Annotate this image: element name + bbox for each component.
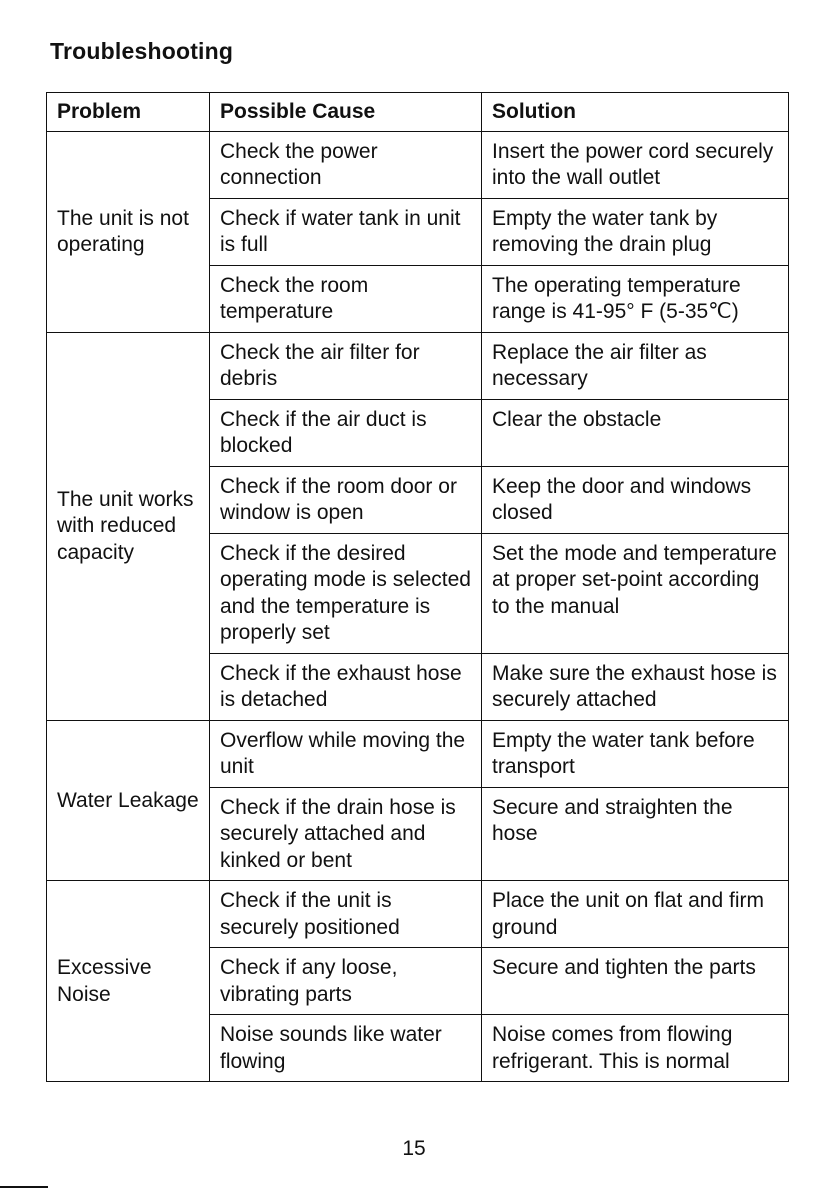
solution-cell: Set the mode and temperature at proper set-point according to the manual [482, 533, 789, 653]
cause-cell: Check if water tank in unit is full [210, 198, 482, 265]
header-solution: Solution [482, 93, 789, 132]
solution-cell: The operating temperature range is 41-95° F (5-35℃) [482, 265, 789, 332]
solution-cell: Keep the door and windows closed [482, 466, 789, 533]
solution-cell: Clear the obstacle [482, 399, 789, 466]
footer-rule [0, 1186, 48, 1188]
problem-cell: The unit works with reduced capacity [47, 332, 210, 720]
problem-cell: Excessive Noise [47, 881, 210, 1082]
cause-cell: Check if the room door or window is open [210, 466, 482, 533]
problem-cell: The unit is not operating [47, 131, 210, 332]
cause-cell: Check if the drain hose is securely attached and kinked or bent [210, 787, 482, 881]
solution-cell: Place the unit on flat and firm ground [482, 881, 789, 948]
solution-cell: Insert the power cord securely into the wall outlet [482, 131, 789, 198]
solution-cell: Secure and tighten the parts [482, 948, 789, 1015]
table-row [47, 720, 789, 787]
cause-cell: Check the room temperature [210, 265, 482, 332]
solution-cell: Make sure the exhaust hose is securely attached [482, 653, 789, 720]
page-number: 15 [402, 1137, 426, 1160]
cause-cell: Check if the air duct is blocked [210, 399, 482, 466]
cause-cell: Overflow while moving the unit [210, 720, 482, 787]
cause-cell: Check the power connection [210, 131, 482, 198]
table-row [47, 131, 789, 198]
solution-cell: Empty the water tank before transport [482, 720, 789, 787]
troubleshooting-table [46, 92, 789, 1082]
table-header-row [47, 93, 789, 132]
cause-cell: Check if the unit is securely positioned [210, 881, 482, 948]
problem-cell: Water Leakage [47, 720, 210, 881]
page-title: Troubleshooting [50, 38, 234, 64]
cause-cell: Check the air filter for debris [210, 332, 482, 399]
header-possible-cause: Possible Cause [210, 93, 482, 132]
solution-cell: Secure and straighten the hose [482, 787, 789, 881]
cause-cell: Check if the desired operating mode is selected and the temperature is properly set [210, 533, 482, 653]
cause-cell: Noise sounds like water flowing [210, 1015, 482, 1082]
cause-cell: Check if any loose, vibrating parts [210, 948, 482, 1015]
cause-cell: Check if the exhaust hose is detached [210, 653, 482, 720]
solution-cell: Empty the water tank by removing the drain plug [482, 198, 789, 265]
solution-cell: Noise comes from flowing refrigerant. This is normal [482, 1015, 789, 1082]
solution-cell: Replace the air filter as necessary [482, 332, 789, 399]
header-problem: Problem [47, 93, 210, 132]
table-row [47, 332, 789, 399]
table-row [47, 881, 789, 948]
